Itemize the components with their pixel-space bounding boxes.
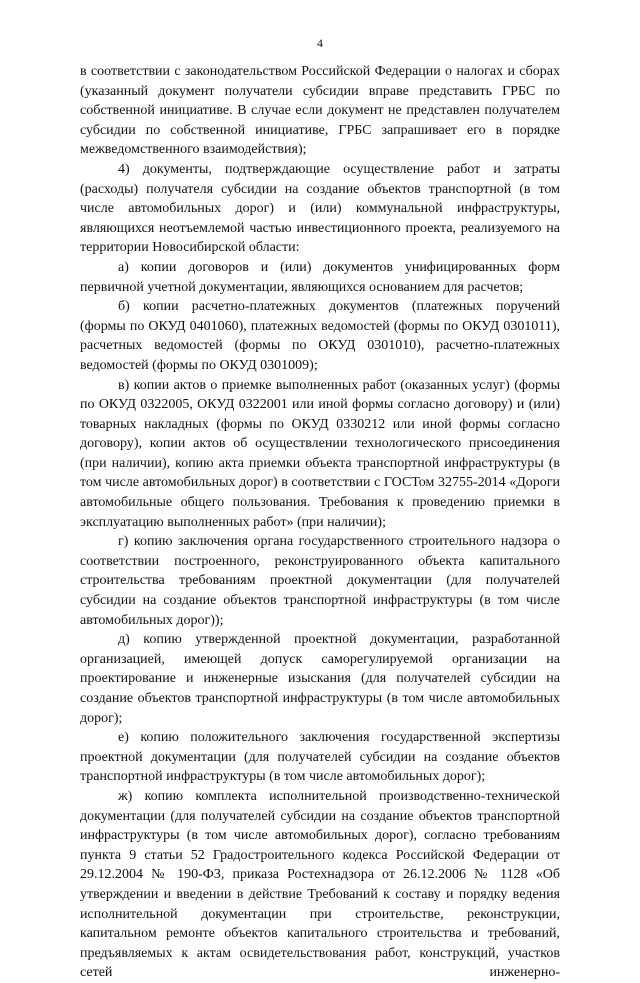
paragraph-item-e: е) копию положительного заключения государственной экспертизы проектной документации (для получателей субсидии на создание объектов транспортной инфраструктуры (в том числе автомобильных дорог); (80, 730, 560, 785)
paragraph-item-d: д) копию утвержденной проектной документации, разработанной организацией, имеющей допуск саморегулируемой организации на проектирование и инженерные изыскания (для получателей субсидии на создание объектов транспортной инфраструктуры (в том числе автомобильных дорог); (80, 632, 560, 726)
paragraph-item-b: б) копии расчетно-платежных документов (платежных поручений (формы по ОКУД 0401060), платежных ведомостей (формы по ОКУД 0301011), расчетных ведомостей (формы по ОКУД 0301010), расчетно-платежных ведомостей (формы по ОКУД 0301009); (80, 299, 560, 373)
page-number: 4 (317, 36, 323, 50)
paragraph-item-v: в) копии актов о приемке выполненных работ (оказанных услуг) (формы по ОКУД 0322005, ОКУД 0322001 или иной формы согласно договору) и (или) товарных накладных (формы по ОКУД 0330212 или иной формы согласно договору), копии актов об осуществлении технологического присоединения (при наличии), копию акта приемки объекта транспортной инфраструктуры (в том числе автомобильных дорог) в соответствии с ГОСТом 32755-2014 «Дороги автомобильные общего пользования. Требования к проведению приемки в эксплуатацию выполненных работ» (при наличии); (80, 377, 560, 530)
paragraph-continuation: в соответствии с законодательством Российской Федерации о налогах и сборах (указанный документ получатели субсидии вправе представить ГРБС по собственной инициативе. В случае если документ не представлен получателем субсидии по собственной инициативе, ГРБС запрашивает его в порядке межведомственного взаимодействия); (80, 64, 560, 158)
document-body (80, 62, 560, 983)
paragraph-item-4: 4) документы, подтверждающие осуществление работ и затраты (расходы) получателя субсидии на создание объектов транспортной (в том числе автомобильных дорог) и (или) коммунальной инфраструктуры, являющихся неотъемлемой частью инвестиционного проекта, реализуемого на территории Новосибирской области: (80, 161, 560, 256)
paragraph-item-a: а) копии договоров и (или) документов унифицированных форм первичной учетной документации, являющихся основанием для расчетов; (80, 259, 560, 295)
paragraph-item-g: г) копию заключения органа государственного строительного надзора о соответствии построенного, реконструированного объекта капитального строительства требованиям проектной документации (для получателей субсидии на создание объектов транспортной инфраструктуры (в том числе автомобильных дорог)); (80, 534, 560, 628)
paragraph-item-zh: ж) копию комплекта исполнительной производственно-технической документации (для получателей субсидии на создание объектов транспортной инфраструктуры (в том числе автомобильных дорог), согласно требованиям пункта 9 статьи 52 Градостроительного кодекса Российской Федерации от 29.12.2004 № 190-ФЗ, приказа Ростехнадзора от 26.12.2006 № 1128 «Об утверждении и введении в действие Требований к составу и порядку ведения исполнительной документации при строительстве, реконструкции, капитальном ремонте объектов капитального строительства и требований, предъявляемых к актам освидетельствования работ, конструкций, участков сетей инженерно- (80, 788, 560, 981)
